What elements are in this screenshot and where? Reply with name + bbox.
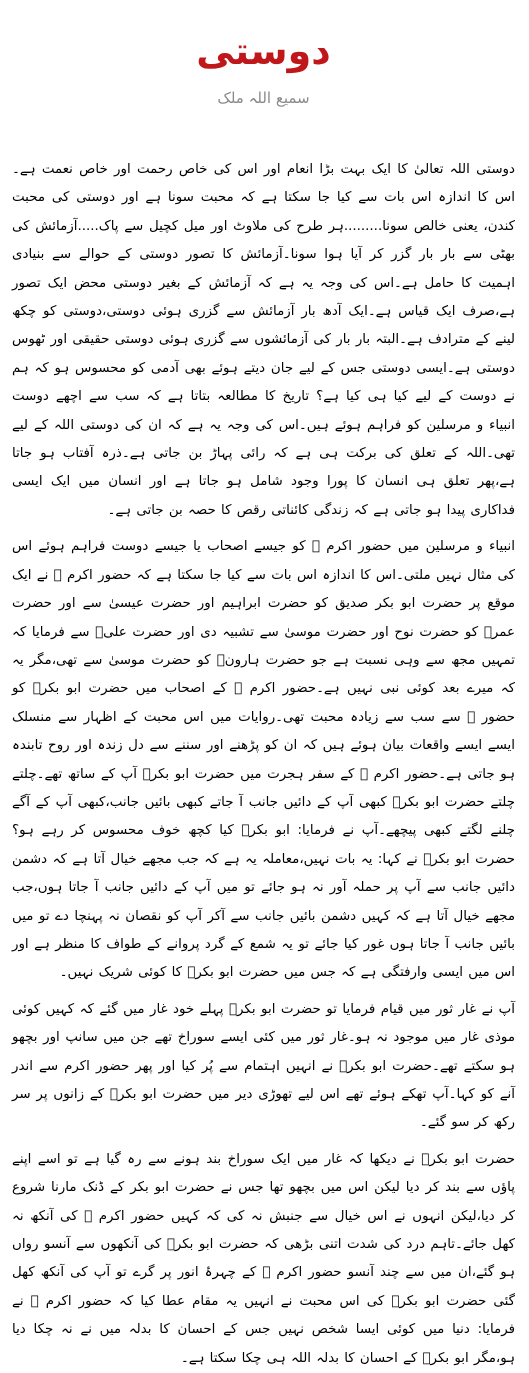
paragraph-3: آپ نے غار ثور میں قیام فرمایا تو حضرت ابو بکرؓ پہلے خود غار میں گئے کہ کہیں کوئی موذی غار میں موجود نہ ہو۔غار ثور میں کئی ایسے سوراخ تھے جن میں سانپ اور بچھو ہو سکتے تھے۔حضرت ابو بکرؓ نے انہیں اہتمام سے پُر کیا اور پھر حضور اکرم سے اندر آنے کو کہا۔آپ تھکے ہوئے تھے اس لیے تھوڑی دیر میں حضرت ابو بکرؓ کے زانوں پر سر رکھ کر سو گئے۔	[12, 1001, 515, 1131]
article-body	[12, 156, 515, 1373]
article-title: دوستی	[196, 29, 331, 73]
author-name: سمیع اللہ ملک	[217, 89, 310, 107]
paragraph-1: دوستی اللہ تعالیٰ کا ایک بہت بڑا انعام اور اس کی خاص رحمت اور خاص نعمت ہے۔اس کا اندازہ اس بات سے کیا جا سکتا ہے کہ محبت سونا ہے اور دوستی کی محبت کندن، یعنی خالص سونا.........ہر طرح کی ملاوٹ اور میل کچیل سے پاک.....آزمائش کی بھٹی سے بار بار گزر کر آیا ہوا سونا۔آزمائش کا تصور دوستی کے حوالے سے بنیادی اہمیت کا حامل ہے۔اس کی وجہ یہ ہے کہ آزمائش کے بغیر دوستی محض ایک تصور ہے،صرف ایک قیاس ہے۔ایک آدھ بار آزمائش سے گزری ہوئی دوستی،دوستی کو چکھ لینے کے مترادف ہے۔البتہ بار بار کی آزمائشوں سے گزری ہوئی دوستی حقیقی اور ٹھوس دوستی ہے۔ایسی دوستی جس کے لیے جان دیتے ہوئے بھی آدمی کو محسوس ہو کہ ہم نے دوست کے لیے کیا ہی کیا ہے؟ تاریخ کا مطالعہ بتاتا ہے کہ سب سے اچھے دوست انبیاء و مرسلین کو فراہم ہوئے ہیں۔اس کی وجہ یہ ہے کہ ان کی دوستی اللہ کے لیے تھی۔اللہ کے تعلق کی برکت ہی ہے کہ رائی پہاڑ بن جاتی ہے۔ذرہ آفتاب ہو جاتا ہے،پھر تعلق ہی انسان کا پورا وجود شامل ہو جاتا ہے اور انسان میں ایک ایسی فداکاری پیدا ہو جاتی ہے کہ زندگی کائناتی رقص کا حصہ بن جاتی ہے۔	[12, 162, 515, 518]
paragraph-2: انبیاء و مرسلین میں حضور اکرم ﷺ کو جیسے اصحاب یا جیسے دوست فراہم ہوئے اس کی مثال نہیں ملتی۔اس کا اندازہ اس بات سے کیا جا سکتا ہے کہ حضور اکرم ﷺ نے ایک موقع پر حضرت ابو بکر صدیق کو حضرت ابراہیم اور حضرت عیسیٰ سے اور حضرت عمرؓ کو حضرت نوح اور حضرت موسیٰ سے تشبیہ دی اور حضرت علیؓ سے فرمایا کہ تمہیں مجھ سے وہی نسبت ہے جو حضرت ہارونؑ کو حضرت موسیٰ سے تھی،مگر یہ کہ میرے بعد کوئی نبی نہیں ہے۔حضور اکرم ﷺ کے اصحاب میں حضرت ابو بکرؓ کو حضور ﷺ سے سب سے زیادہ محبت تھی۔روایات میں اس محبت کے اظہار سے منسلک ایسے ایسے واقعات بیان ہوئے ہیں کہ ان کو پڑھنے اور سننے سے دل زندہ اور روح تابندہ ہو جاتی ہے۔حضور اکرم ﷺ کے سفر ہجرت میں حضرت ابو بکرؓ آپ کے ساتھ تھے۔چلتے چلتے حضرت ابو بکرؓ کبھی آپ کے دائیں جانب آ جاتے کبھی بائیں جانب،کبھی آپ کے آگے چلنے لگتے کبھی پیچھے۔آپ نے فرمایا: ابو بکرؓ کیا کچھ خوف محسوس کر رہے ہو؟ حضرت ابو بکرؓ نے کہا: یہ بات نہیں،معاملہ یہ ہے کہ جب مجھے خیال آتا ہے کہ دشمن دائیں جانب سے آپ پر حملہ آور نہ ہو جائے تو میں آپ کے دائیں جانب آ جاتا ہوں،جب مجھے خیال آتا ہے کہ کہیں دشمن بائیں جانب سے آکر آپ کو نقصان نہ پہنچا دے تو میں بائیں جانب آ جاتا ہوں غور کیا جائے تو یہ شمع کے گرد پروانے کے طواف کا منظر ہے اور اس میں ایسی وارفتگی ہے کہ جس میں حضرت ابو بکرؓ کا کوئی شریک نہیں۔	[12, 539, 515, 981]
paragraph-4: حضرت ابو بکرؓ نے دیکھا کہ غار میں ایک سوراخ بند ہونے سے رہ گیا ہے تو اسے اپنے پاؤں سے بند کر دیا لیکن اس میں بچھو تھا جس نے حضرت ابو بکر کے ڈنک مارنا شروع کر دیا،لیکن انہوں نے اس خیال سے جنبش نہ کی کہ کہیں حضور اکرم ﷺ کی آنکھ نہ کھل جائے۔تاہم درد کی شدت اتنی بڑھی کہ حضرت ابو بکرؓ کی آنکھوں سے آنسو رواں ہو گئے،ان میں سے چند آنسو حضور اکرم ﷺ کے چہرۂ انور پر گرے تو آپ کی آنکھ کھل گئی حضرت ابو بکرؓ کی اس محبت نے انہیں یہ مقام عطا کیا کہ حضور اکرم ﷺ نے فرمایا: دنیا میں کوئی ایسا شخص نہیں جس کے احسان کا بدلہ میں نے نہ چکا دیا ہو،مگر ابو بکرؓ کے احسان کا بدلہ اللہ ہی چکا سکتا ہے۔	[12, 1151, 516, 1366]
